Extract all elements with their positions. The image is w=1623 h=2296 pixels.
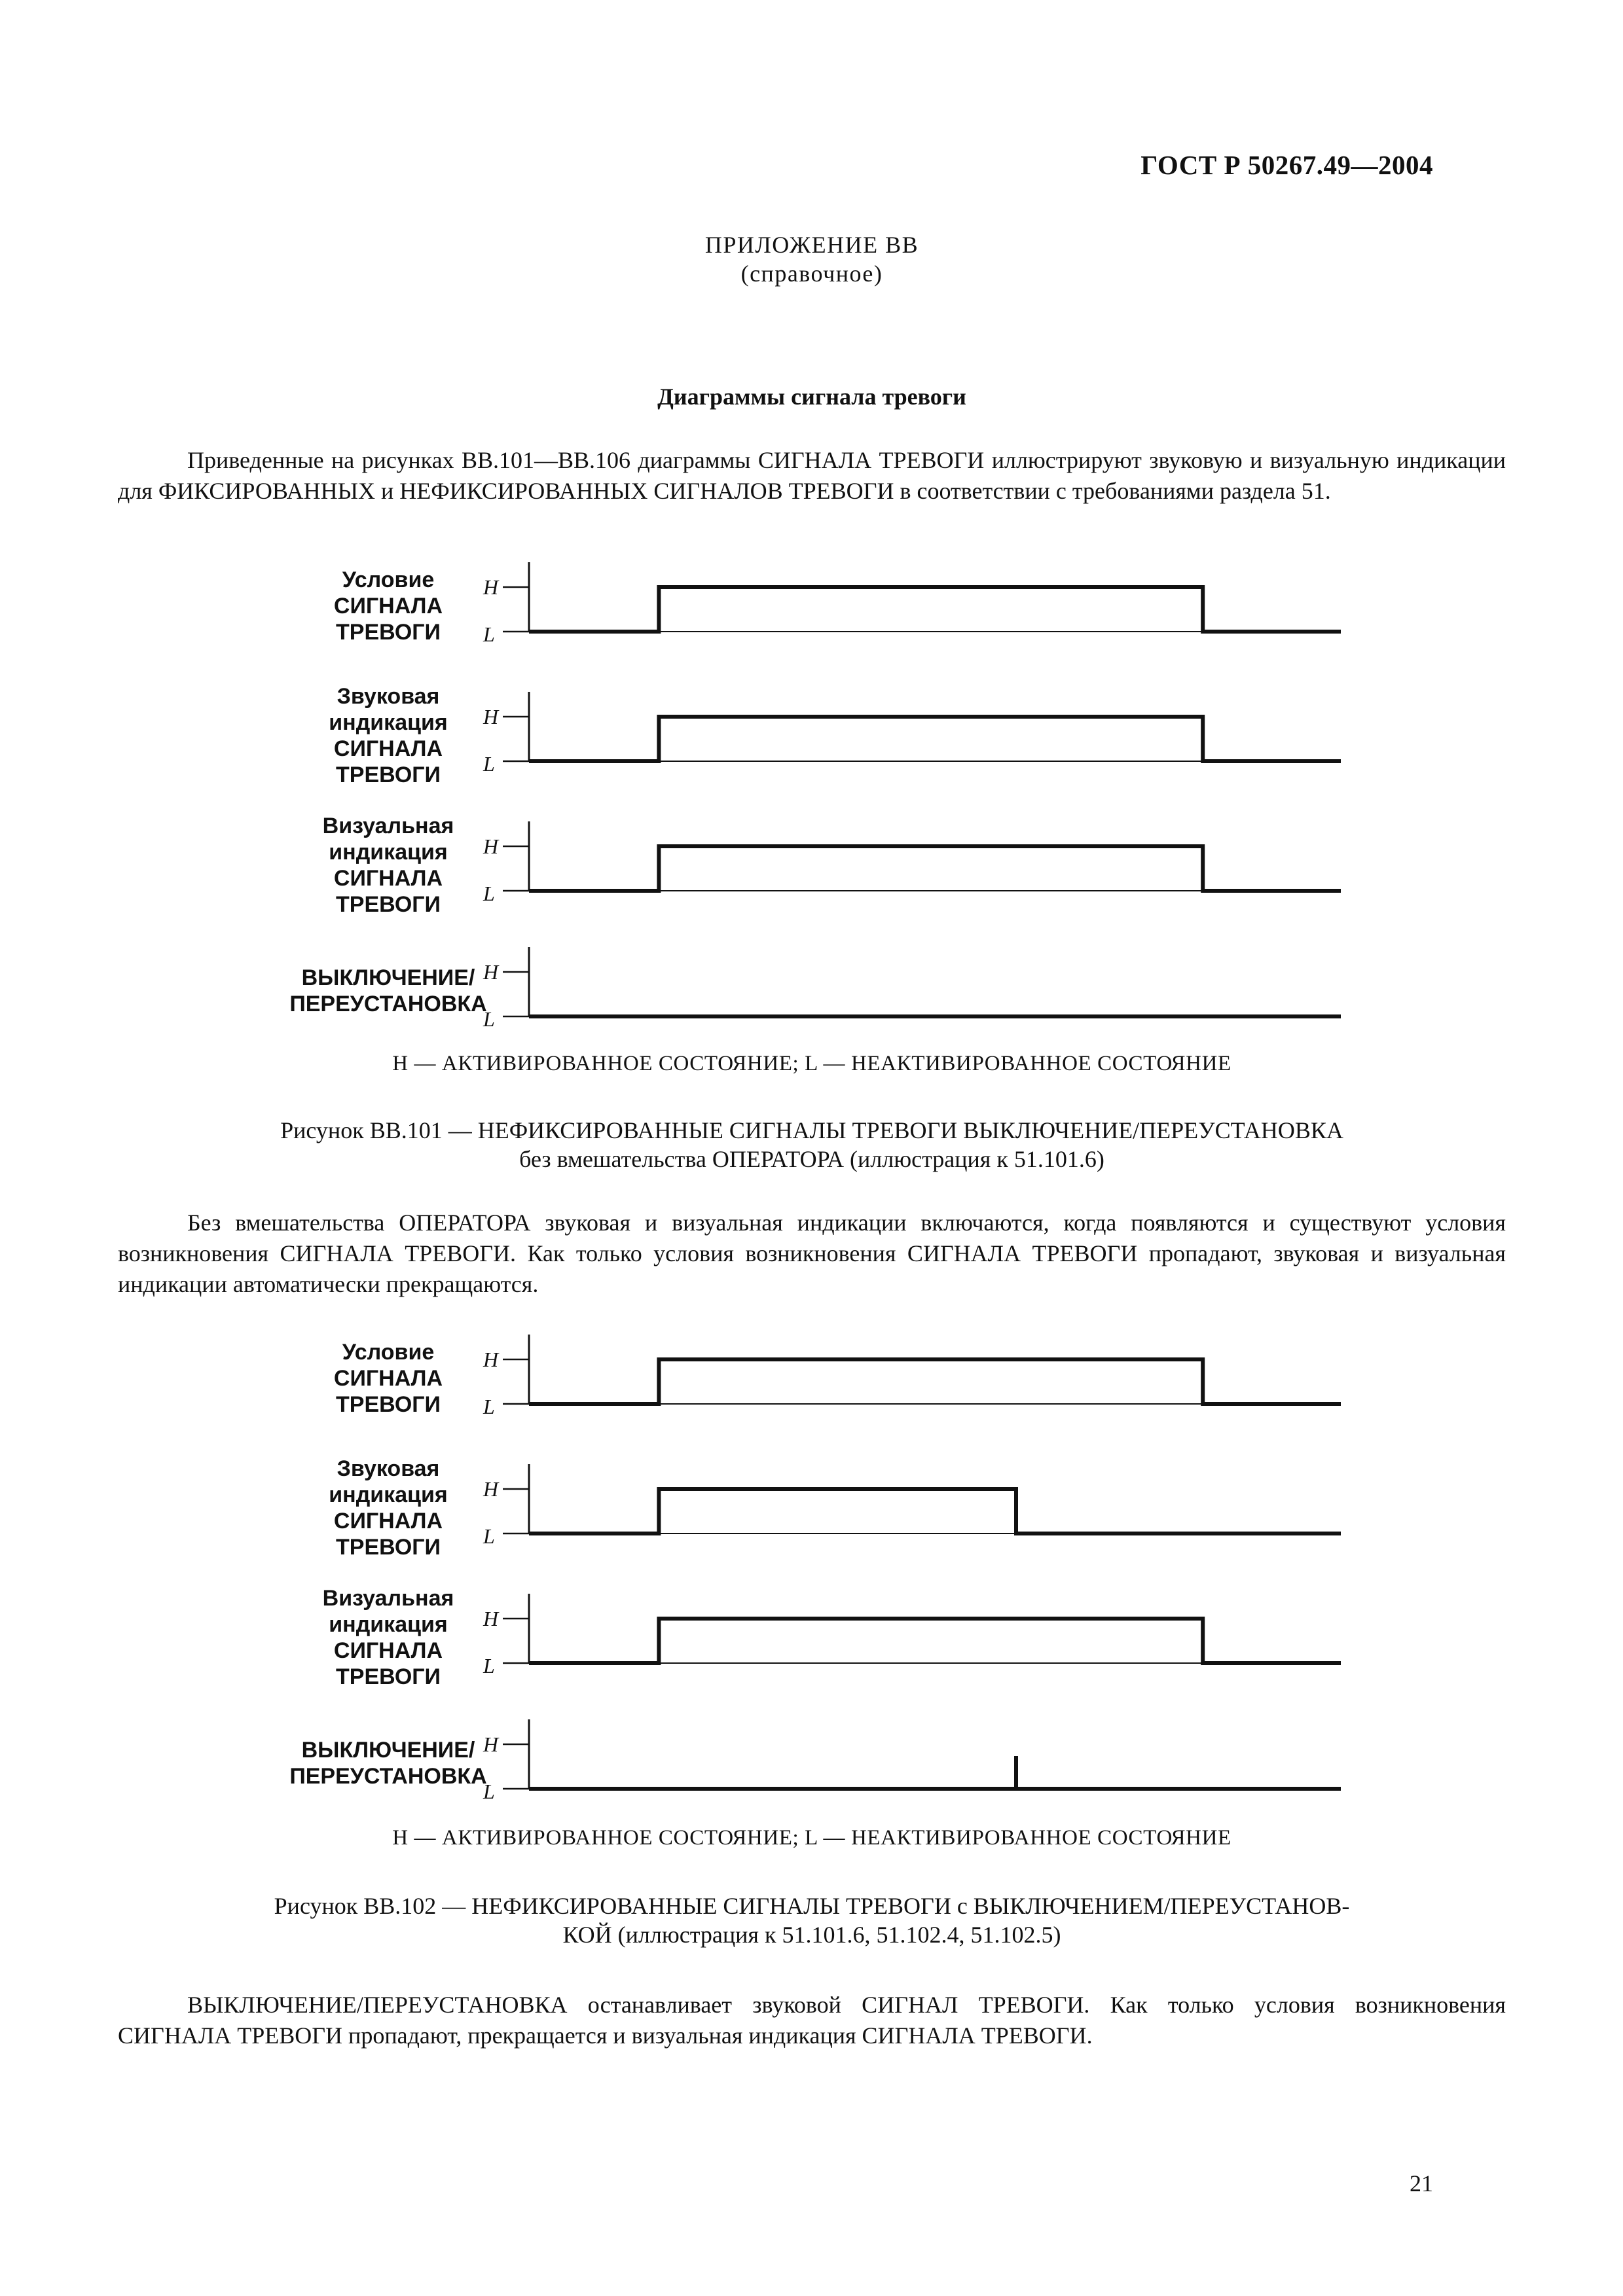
figure-1-visual-label-2: СИГНАЛА xyxy=(333,866,443,891)
figure-1-audio-h-mark: H xyxy=(483,705,499,728)
figure-2-condition-l-mark: L xyxy=(483,1395,495,1418)
figure-2-caption-line-2: КОЙ (иллюстрация к 51.101.6, 51.102.4, 51.102.5) xyxy=(562,1922,1061,1948)
figure-1-audio-label-0: Звуковая xyxy=(337,684,440,709)
figure-2-visual-label-1: индикация xyxy=(329,1612,448,1637)
paragraph-3 xyxy=(118,1990,1506,2051)
figure-1-reset-h-mark: H xyxy=(483,960,499,984)
figure-2-condition-waveform xyxy=(529,1359,1341,1404)
figure-1-visual-h-mark: H xyxy=(483,834,499,858)
figure-1-condition-row xyxy=(334,562,1341,646)
figure-2-audio-waveform xyxy=(529,1489,1341,1534)
figure-2-legend: H — АКТИВИРОВАННОЕ СОСТОЯНИЕ; L — НЕАКТИВИРОВАННОЕ СОСТОЯНИЕ xyxy=(392,1826,1231,1850)
figure-1-audio-l-mark: L xyxy=(483,752,495,776)
figure-2-condition-h-mark: H xyxy=(483,1348,499,1371)
figure-1-reset-label-1: ПЕРЕУСТАНОВКА xyxy=(289,992,487,1016)
figure-1-reset-l-mark: L xyxy=(483,1007,495,1031)
paragraph-3-text: ВЫКЛЮЧЕНИЕ/ПЕРЕУСТАНОВКА останавливает звуковой СИГНАЛ ТРЕВОГИ. Как только условия возникновения СИГНАЛА ТРЕВОГИ пропадают, прекращается и визуальная индикация СИГНАЛА ТРЕВОГИ. xyxy=(118,1992,1506,2049)
figure-2-condition-label-2: ТРЕВОГИ xyxy=(336,1392,441,1417)
intro-paragraph xyxy=(118,445,1506,507)
figure-2-reset-label-1: ПЕРЕУСТАНОВКА xyxy=(289,1764,487,1789)
figure-1-audio-row xyxy=(329,684,1341,787)
section-title: Диаграммы сигнала тревоги xyxy=(657,384,966,410)
figure-2-reset-label-0: ВЫКЛЮЧЕНИЕ/ xyxy=(301,1738,475,1763)
figure-2-visual-row xyxy=(323,1586,1341,1689)
figure-2-condition-label-0: Условие xyxy=(342,1340,435,1365)
figure-1-caption xyxy=(118,1116,1506,1174)
figure-1-condition-label-0: Условие xyxy=(342,567,435,592)
figure-1-caption-line-2: без вмешательства ОПЕРАТОРА (иллюстрация к 51.101.6) xyxy=(519,1146,1104,1172)
figure-2-condition-label-1: СИГНАЛА xyxy=(333,1366,443,1391)
figure-2-caption xyxy=(118,1892,1506,1949)
figure-1-legend: H — АКТИВИРОВАННОЕ СОСТОЯНИЕ; L — НЕАКТИВИРОВАННОЕ СОСТОЯНИЕ xyxy=(392,1052,1231,1075)
figure-2-audio-l-mark: L xyxy=(483,1524,495,1548)
figure-1-audio-label-2: СИГНАЛА xyxy=(333,736,443,761)
figure-2-reset-l-mark: L xyxy=(483,1780,495,1803)
figure-1-visual-l-mark: L xyxy=(483,882,495,905)
figure-2-visual-waveform xyxy=(529,1619,1341,1663)
figure-1-audio-waveform xyxy=(529,717,1341,761)
figure-1-condition-h-mark: H xyxy=(483,575,499,599)
figure-1-visual-label-0: Визуальная xyxy=(322,814,454,838)
standard-number: ГОСТ Р 50267.49—2004 xyxy=(1140,150,1433,180)
figure-2-audio-h-mark: H xyxy=(483,1477,499,1501)
figure-1-caption-line-1: Рисунок ВВ.101 — НЕФИКСИРОВАННЫЕ СИГНАЛЫ ТРЕВОГИ ВЫКЛЮЧЕНИЕ/ПЕРЕУСТАНОВКА xyxy=(280,1117,1343,1143)
figure-1-audio-label-1: индикация xyxy=(329,710,448,735)
appendix-heading xyxy=(118,230,1506,288)
figure-1-condition-label-2: ТРЕВОГИ xyxy=(336,620,441,645)
figure-1-reset-label-0: ВЫКЛЮЧЕНИЕ/ xyxy=(301,965,475,990)
figure-2-visual-h-mark: H xyxy=(483,1607,499,1630)
figure-1-condition-waveform xyxy=(529,587,1341,632)
figure-2-visual-label-0: Визуальная xyxy=(322,1586,454,1611)
figure-2-visual-label-3: ТРЕВОГИ xyxy=(336,1664,441,1689)
appendix-label: ПРИЛОЖЕНИЕ ВВ xyxy=(704,232,919,258)
figure-2-timing-diagram xyxy=(0,1325,1623,1803)
figure-1-reset-row xyxy=(289,947,1341,1031)
page-number: 21 xyxy=(1410,2170,1433,2197)
figure-2-audio-row xyxy=(329,1456,1341,1560)
appendix-note: (справочное) xyxy=(740,260,883,287)
figure-1-audio-label-3: ТРЕВОГИ xyxy=(336,762,441,787)
figure-2-reset-waveform xyxy=(529,1756,1341,1789)
figure-1-visual-label-3: ТРЕВОГИ xyxy=(336,892,441,917)
figure-2-audio-label-2: СИГНАЛА xyxy=(333,1509,443,1534)
figure-2-audio-label-0: Звуковая xyxy=(337,1456,440,1481)
intro-text: Приведенные на рисунках ВВ.101—ВВ.106 диаграммы СИГНАЛА ТРЕВОГИ иллюстрируют звуковую и визуальную индикации для ФИКСИРОВАННЫХ и НЕФИКСИРОВАННЫХ СИГНАЛОВ ТРЕВОГИ в соответствии с требованиями раздела 51. xyxy=(118,447,1506,504)
figure-2-reset-row xyxy=(289,1719,1341,1803)
figure-1-visual-waveform xyxy=(529,846,1341,891)
paragraph-2 xyxy=(118,1208,1506,1300)
figure-1-timing-diagram xyxy=(0,553,1623,1031)
figure-2-visual-l-mark: L xyxy=(483,1654,495,1677)
figure-2-visual-label-2: СИГНАЛА xyxy=(333,1638,443,1663)
figure-2-audio-label-1: индикация xyxy=(329,1482,448,1507)
figure-1-condition-label-1: СИГНАЛА xyxy=(333,594,443,619)
figure-2-caption-line-1: Рисунок ВВ.102 — НЕФИКСИРОВАННЫЕ СИГНАЛЫ ТРЕВОГИ с ВЫКЛЮЧЕНИЕМ/ПЕРЕУСТАНОВ- xyxy=(274,1893,1350,1919)
figure-1-condition-l-mark: L xyxy=(483,622,495,646)
figure-1-visual-row xyxy=(323,814,1341,917)
figure-2-condition-row xyxy=(334,1335,1341,1418)
paragraph-2-text: Без вмешательства ОПЕРАТОРА звуковая и визуальная индикации включаются, когда появляются и существуют условия возникновения СИГНАЛА ТРЕВОГИ. Как только условия возникновения СИГНАЛА ТРЕВОГИ пропадают, звуковая и визуальная индикации автоматически прекращаются. xyxy=(118,1210,1506,1297)
figure-2-reset-h-mark: H xyxy=(483,1732,499,1756)
figure-1-visual-label-1: индикация xyxy=(329,840,448,865)
figure-2-audio-label-3: ТРЕВОГИ xyxy=(336,1535,441,1560)
